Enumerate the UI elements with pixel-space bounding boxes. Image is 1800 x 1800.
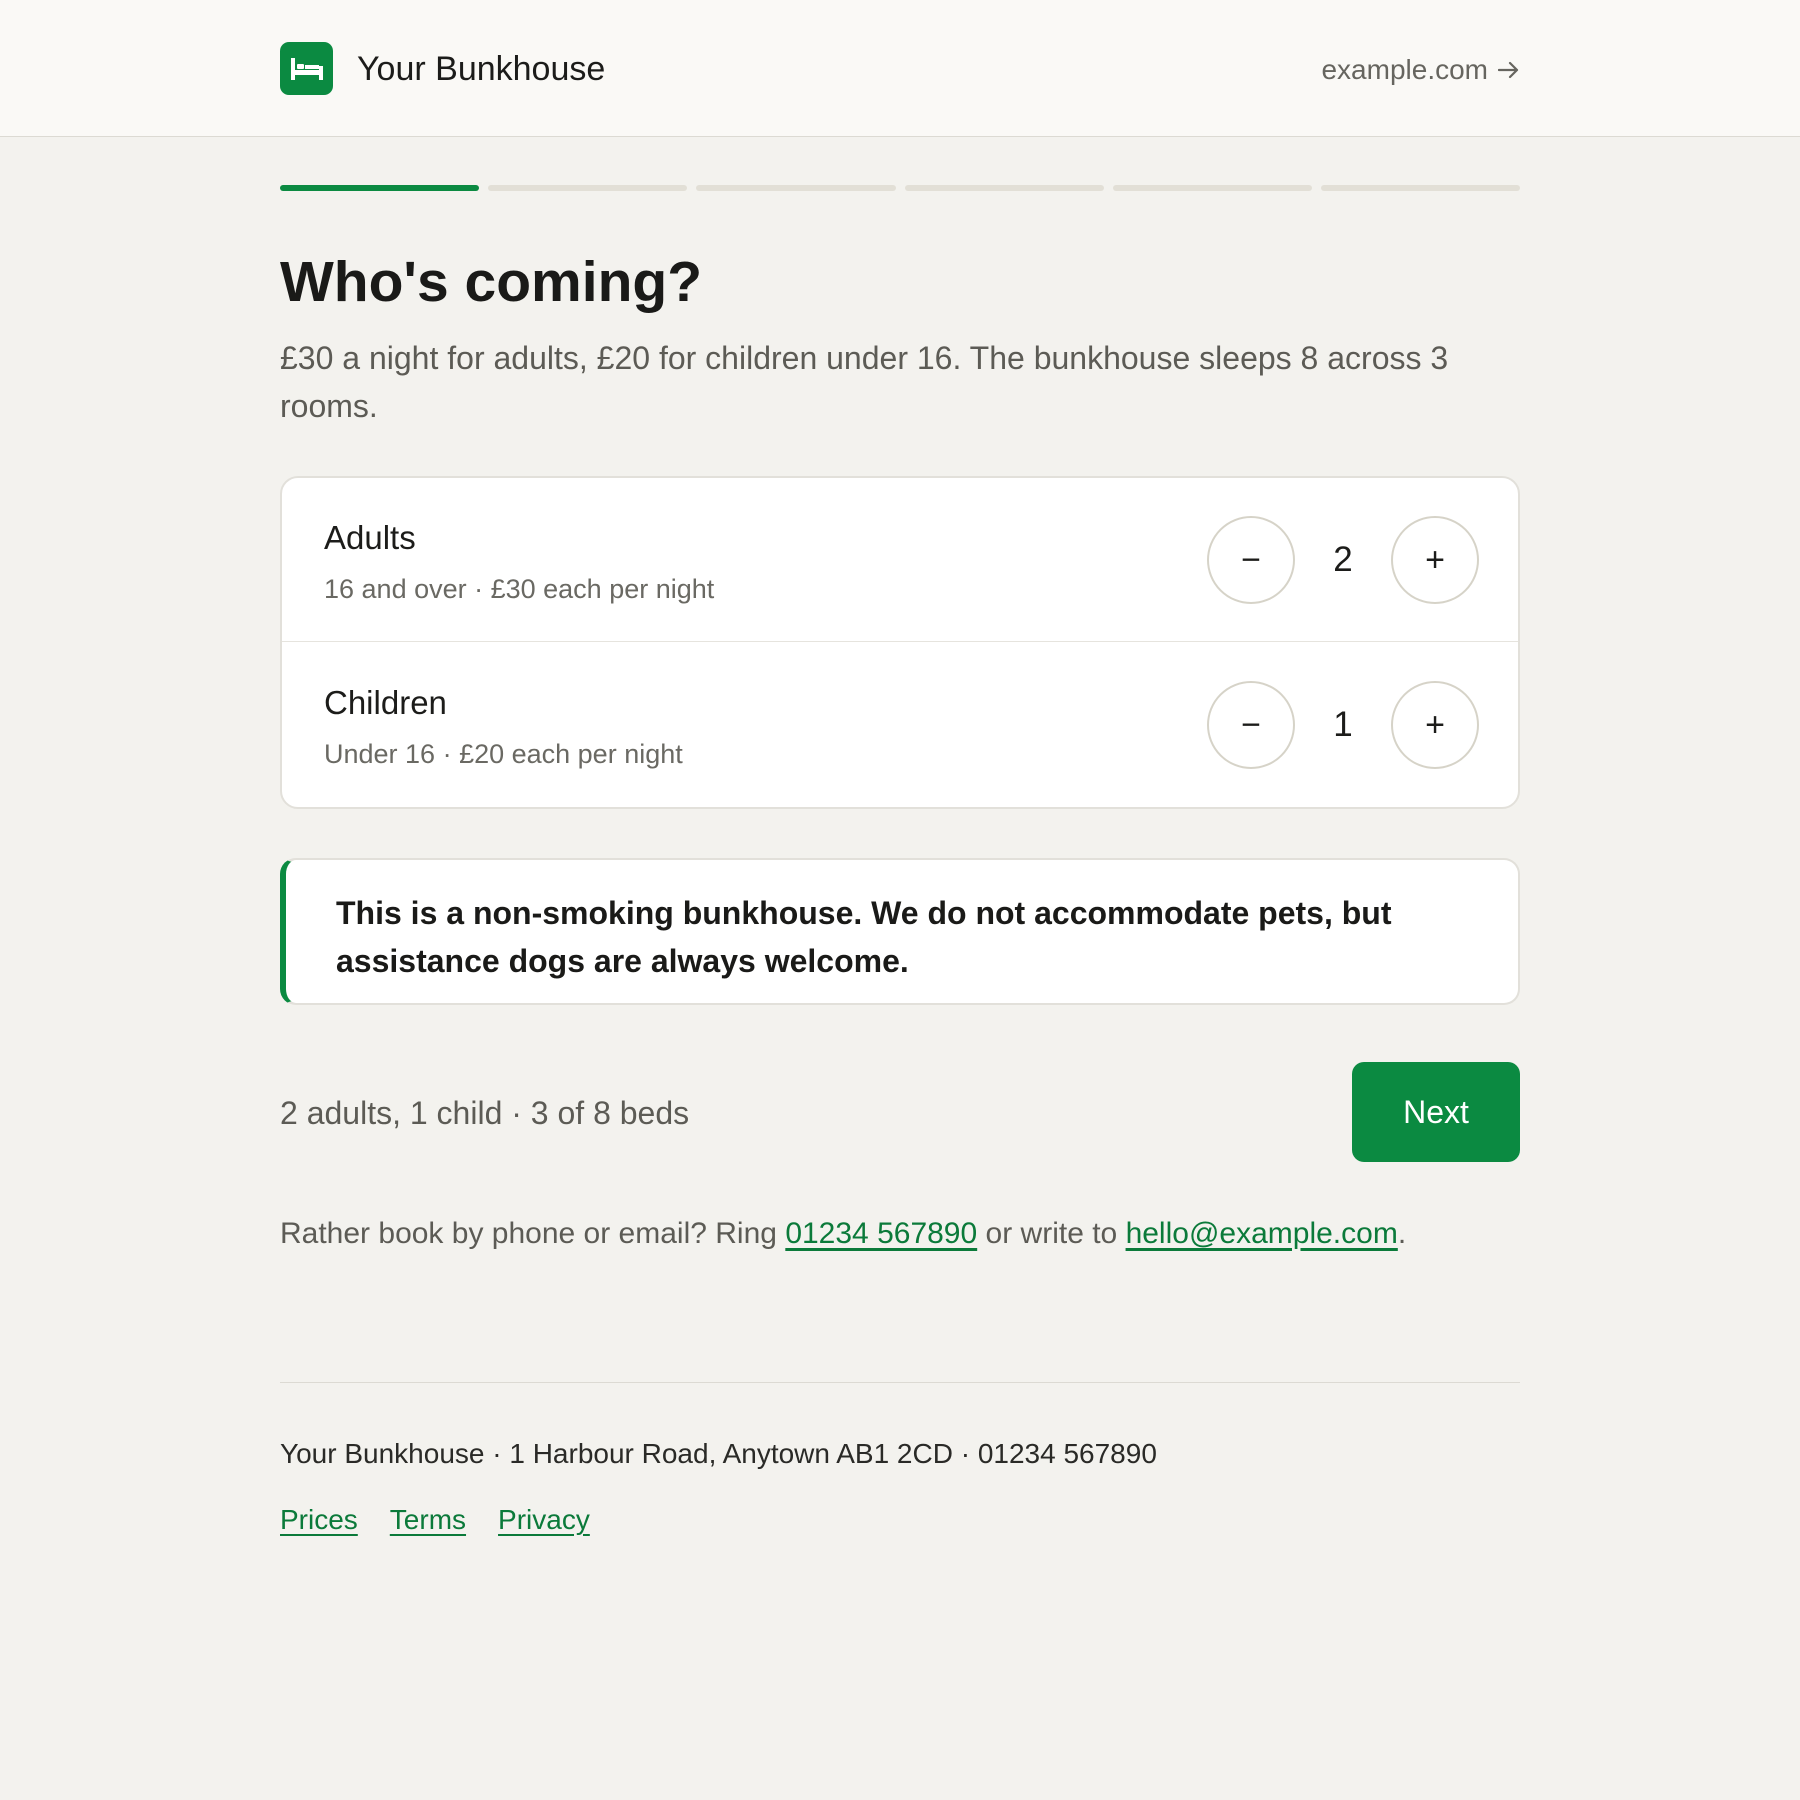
site-header [0, 0, 1800, 137]
footer-address: Your Bunkhouse · 1 Harbour Road, Anytown AB1 2CD · 01234 567890 [280, 1438, 1157, 1469]
step-progress [280, 185, 1520, 191]
site-link-label: example.com [1321, 54, 1488, 85]
progress-step-1 [280, 185, 479, 191]
adults-row [282, 478, 1518, 642]
progress-step-2 [488, 185, 687, 191]
adults-increment-button[interactable]: + [1391, 516, 1479, 604]
arrow-right-icon [1498, 60, 1520, 80]
footer-links [280, 1501, 590, 1539]
adults-label: Adults [324, 519, 416, 556]
page-intro: £30 a night for adults, £20 for children under 16. The bunkhouse sleeps 8 across 3 rooms. [280, 340, 1449, 424]
guest-selector-card [280, 476, 1520, 809]
phone-link[interactable]: 01234 567890 [785, 1217, 978, 1250]
contact-prefix: Rather book by phone or email? Ring [280, 1217, 786, 1250]
children-count: 1 [1333, 705, 1353, 744]
contact-middle: or write to [977, 1217, 1126, 1250]
bed-icon [280, 42, 333, 95]
progress-step-5 [1113, 185, 1312, 191]
progress-step-6 [1321, 185, 1520, 191]
external-site-link[interactable] [1321, 51, 1520, 89]
adults-description: 16 and over · £30 each per night [324, 574, 715, 604]
footer-link-privacy[interactable]: Privacy [498, 1504, 590, 1535]
footer-link-terms[interactable]: Terms [389, 1504, 467, 1535]
progress-step-3 [696, 185, 895, 191]
email-link[interactable]: hello@example.com [1125, 1217, 1398, 1250]
page-title: Who's coming? [280, 250, 703, 314]
contact-suffix: . [1397, 1217, 1407, 1250]
adults-decrement-button[interactable]: − [1207, 516, 1295, 604]
progress-step-4 [905, 185, 1104, 191]
booking-summary: 2 adults, 1 child · 3 of 8 beds [280, 1095, 690, 1131]
children-increment-button[interactable]: + [1391, 681, 1479, 769]
children-description: Under 16 · £20 each per night [324, 739, 683, 769]
children-decrement-button[interactable]: − [1207, 681, 1295, 769]
adults-count: 2 [1333, 540, 1353, 579]
house-rules-notice: This is a non-smoking bunkhouse. We do not accommodate pets, but assistance dogs are always welcome. [280, 858, 1520, 1005]
contact-line [280, 1212, 1406, 1256]
footer-divider [280, 1382, 1520, 1383]
children-label: Children [324, 684, 447, 721]
next-button[interactable]: Next [1352, 1062, 1520, 1162]
children-row [282, 643, 1518, 807]
footer-link-prices[interactable]: Prices [280, 1504, 358, 1535]
site-name: Your Bunkhouse [357, 50, 606, 88]
